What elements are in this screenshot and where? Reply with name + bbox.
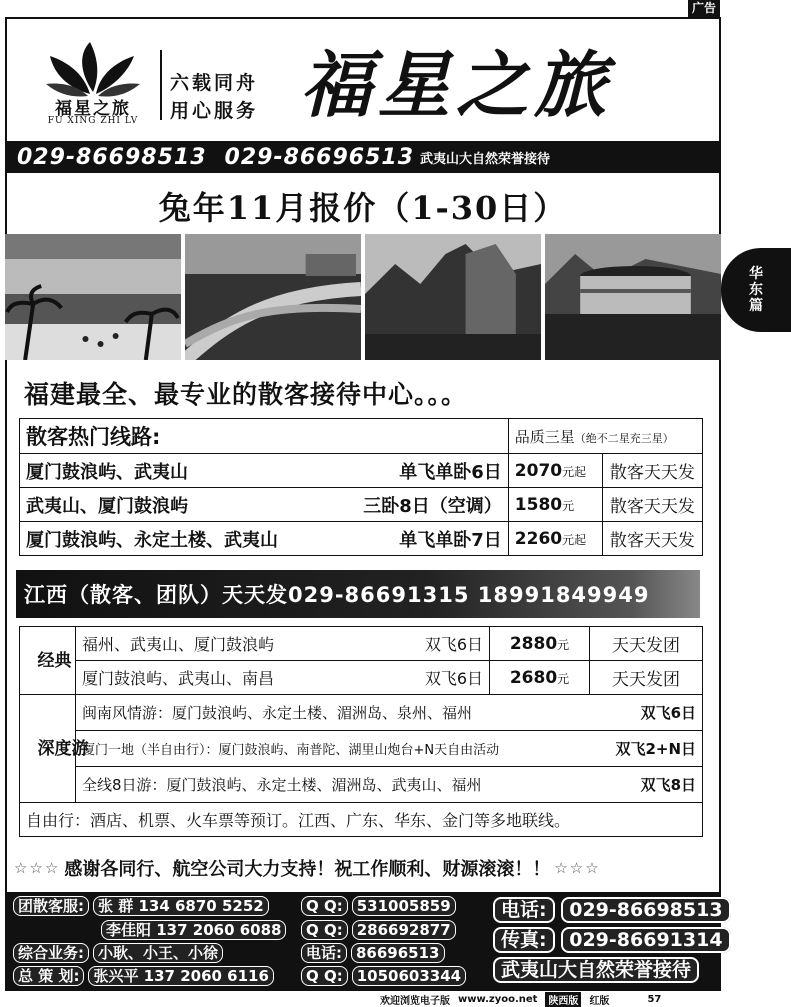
- site-link[interactable]: www.zyoo.net: [458, 993, 538, 1005]
- table-row[interactable]: [20, 488, 703, 522]
- route-name: 武夷山、厦门鼓浪屿: [26, 495, 188, 517]
- tulou-photo: [545, 234, 721, 360]
- price-title: 兔年11月报价（1-30日）: [158, 189, 568, 227]
- headline: 福建最全、最专业的散客接待中心。。。: [24, 380, 468, 409]
- qq-number[interactable]: 286692877: [352, 920, 456, 940]
- route-schedule: 天天发团: [590, 627, 703, 661]
- route-name: 闽南风情游：厦门鼓浪屿、永定土楼、湄洲岛、泉州、福州: [82, 704, 473, 722]
- route-spec: 双飞6日: [424, 669, 483, 688]
- page-number: 57: [647, 993, 662, 1005]
- thanks-text: 感谢各同行、航空公司大力支持！祝工作顺利、财源滚滚！！: [64, 859, 551, 880]
- side-tab-label: 华东篇: [749, 266, 763, 314]
- table-row[interactable]: [20, 661, 703, 695]
- route-spec: 双飞6日: [424, 635, 483, 654]
- qq-number[interactable]: 1050603344: [352, 966, 466, 986]
- coastal-road-photo: [185, 234, 361, 360]
- route-name: 全线8日游：厦门鼓浪屿、永定土楼、湄洲岛、武夷山、福州: [82, 776, 482, 794]
- thanks-line: [14, 855, 714, 881]
- route-price: 2070元起: [508, 454, 602, 488]
- photo-strip: [5, 234, 721, 360]
- route-spec: 双飞6日: [640, 704, 696, 722]
- qq-label: Q Q:: [301, 966, 348, 986]
- jiangxi-banner: 江西（散客、团队）天天发029-86691315 18991849949: [16, 570, 700, 618]
- quality-note: [508, 419, 702, 454]
- quality-subnote: （绝不二星充三星）: [574, 431, 674, 445]
- color-edition: 红版: [589, 995, 610, 1007]
- ad-tag: 广告: [688, 0, 720, 17]
- route-price: 1580元: [508, 488, 602, 522]
- classic-label: 经典: [20, 627, 76, 695]
- logo-text-cn: 福星之旅: [55, 99, 131, 119]
- route-schedule: 散客天天发: [602, 488, 702, 522]
- popular-routes-header: 散客热门线路:: [20, 419, 509, 454]
- logo-divider: [160, 50, 162, 120]
- table-row[interactable]: [20, 522, 703, 556]
- route-spec: 单飞单卧6日: [399, 461, 502, 483]
- tel-number[interactable]: 86696513: [351, 943, 445, 963]
- logo-text-en: FU XING ZHI LV: [47, 116, 139, 126]
- mountain-photo: [365, 234, 541, 360]
- phone-number-1[interactable]: 029-86698513: [17, 144, 207, 170]
- route-name: 厦门鼓浪屿、武夷山、南昌: [82, 669, 275, 688]
- footer-award: 武夷山大自然荣誉接待: [493, 957, 699, 983]
- route-name: 厦门一地（半自由行）：厦门鼓浪屿、南普陀、湖里山炮台+N天自由活动: [82, 743, 500, 758]
- phone-number-2[interactable]: 029-86696513: [224, 144, 415, 170]
- general-names: 小耿、小王、小徐: [93, 943, 223, 963]
- route-price: 2680元: [490, 661, 590, 695]
- plan-label: 总 策 划:: [13, 966, 84, 986]
- table-row[interactable]: [20, 731, 703, 767]
- fax-number[interactable]: 029-86691314: [561, 927, 730, 953]
- route-name: 厦门鼓浪屿、武夷山: [26, 461, 188, 483]
- contact-phone[interactable]: 张兴平 137 2060 6116: [88, 966, 273, 986]
- route-spec: 双飞8日: [640, 776, 696, 794]
- brand-title: 福星之旅: [300, 42, 613, 127]
- qq-number[interactable]: 531005859: [352, 896, 456, 916]
- welcome-text: 欢迎浏览电子版: [380, 995, 450, 1007]
- classic-routes-table: [19, 626, 703, 837]
- quality-label: 品质三星: [514, 427, 575, 446]
- route-price: 2260元起: [508, 522, 602, 556]
- award-text: 武夷山大自然荣誉接待: [420, 151, 551, 167]
- bottom-strip: [380, 991, 791, 1007]
- route-price: 2880元: [490, 627, 590, 661]
- star-icon: ☆☆☆: [14, 859, 61, 877]
- general-label: 综合业务:: [13, 943, 89, 963]
- edition-badge: 陕西版: [545, 992, 581, 1007]
- slogan-line-2: 用心服务: [170, 100, 259, 122]
- beach-photo: [5, 234, 181, 360]
- table-row[interactable]: [20, 767, 703, 803]
- qq-label: Q Q:: [301, 920, 348, 940]
- route-name: 厦门鼓浪屿、永定土楼、武夷山: [26, 529, 278, 551]
- route-name: 福州、武夷山、厦门鼓浪屿: [82, 635, 275, 654]
- side-tab[interactable]: [721, 248, 791, 332]
- fax-label: 传真:: [493, 927, 555, 953]
- route-spec: 单飞单卧7日: [399, 529, 502, 551]
- tel-label: 电话:: [493, 897, 555, 923]
- route-schedule: 散客天天发: [602, 522, 702, 556]
- qq-label: Q Q:: [301, 896, 348, 916]
- route-spec: 双飞2+N日: [615, 740, 696, 758]
- popular-routes-table: [19, 418, 703, 556]
- table-row[interactable]: [20, 454, 703, 488]
- tel-label: 电话:: [301, 943, 347, 963]
- slogan-line-1: 六载同舟: [170, 72, 259, 94]
- table-row[interactable]: [20, 695, 703, 731]
- deep-tour-label: 深度游: [20, 695, 76, 803]
- contact-phone[interactable]: 李佳阳 137 2060 6088: [101, 920, 286, 940]
- route-schedule: 散客天天发: [602, 454, 702, 488]
- main-phone[interactable]: 029-86698513: [561, 897, 730, 923]
- free-travel-row: 自由行：酒店、机票、火车票等预订。江西、广东、华东、金门等多地联线。: [20, 803, 703, 837]
- phone-bar: [5, 141, 721, 173]
- table-row[interactable]: [20, 627, 703, 661]
- contact-footer: [5, 892, 721, 991]
- table-row[interactable]: [20, 803, 703, 837]
- contact-phone[interactable]: 张 群 134 6870 5252: [93, 896, 269, 916]
- route-schedule: 天天发团: [590, 661, 703, 695]
- team-label: 团散客服:: [13, 896, 89, 916]
- route-spec: 三卧8日（空调）: [363, 495, 502, 517]
- star-icon: ☆☆☆: [554, 859, 601, 877]
